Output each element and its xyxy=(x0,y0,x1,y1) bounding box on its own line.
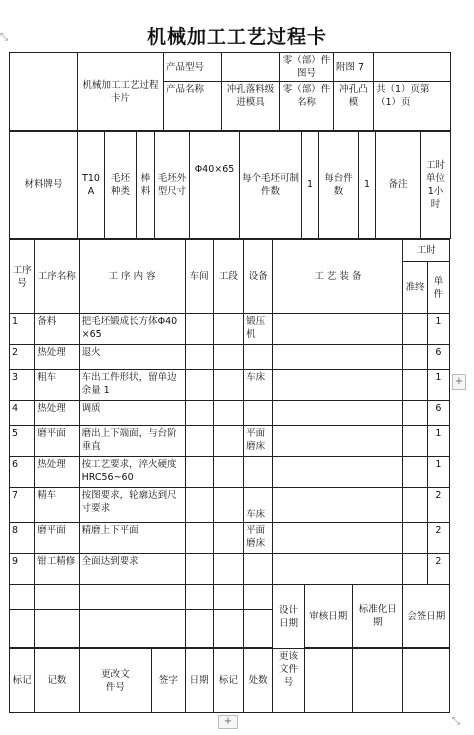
row-prep xyxy=(403,457,427,488)
row-section xyxy=(213,314,243,345)
row-equipment: 锻压机 xyxy=(244,314,273,345)
row-section xyxy=(213,345,243,370)
row-tooling xyxy=(273,426,403,457)
footer-mark: 标记 xyxy=(10,649,35,713)
table-row xyxy=(10,457,450,488)
part-name-value: 冲孔凸模 xyxy=(334,82,374,132)
table-row xyxy=(10,523,450,554)
row-equipment xyxy=(244,457,273,488)
process-table xyxy=(9,239,450,713)
col-content: 工 序 内 容 xyxy=(79,240,185,314)
col-equipment: 设备 xyxy=(244,240,273,314)
col-unit: 单件 xyxy=(427,262,449,314)
row-name: 热处理 xyxy=(35,457,79,488)
col-prep: 准终 xyxy=(403,262,427,314)
row-workshop xyxy=(185,401,213,426)
table-row xyxy=(10,401,450,426)
row-prep xyxy=(403,554,427,585)
row-content: 退火 xyxy=(79,345,185,370)
footer-blank xyxy=(403,649,450,713)
row-unit: 1 xyxy=(427,426,449,457)
footer-count2: 处数 xyxy=(244,649,273,713)
sign-blank xyxy=(79,585,185,610)
product-model-value xyxy=(222,53,280,82)
row-prep xyxy=(403,314,427,345)
footer-signature: 签字 xyxy=(152,649,185,713)
table-row xyxy=(10,370,450,401)
add-right-button[interactable]: + xyxy=(452,374,466,390)
row-section xyxy=(213,554,243,585)
footer-row xyxy=(10,649,450,713)
row-section xyxy=(213,488,243,523)
blank-size-value: Φ40×65 xyxy=(190,131,240,239)
add-bottom-button[interactable]: + xyxy=(218,715,238,729)
footer-blank xyxy=(304,649,352,713)
row-content: 按图要求，轮廓达到尺寸要求 xyxy=(79,488,185,523)
row-workshop xyxy=(185,426,213,457)
attached-label: 附图 7 xyxy=(334,53,374,82)
footer-mark2: 标记 xyxy=(213,649,243,713)
footer-date: 日期 xyxy=(185,649,213,713)
row-content: 把毛坯锻成长方体Φ40×65 xyxy=(79,314,185,345)
row-content: 精磨上下平面 xyxy=(79,523,185,554)
row-unit: 6 xyxy=(427,401,449,426)
sign-blank xyxy=(35,585,79,610)
row-content: 按工艺要求，淬火硬度 HRC56~60 xyxy=(79,457,185,488)
row-unit: 2 xyxy=(427,523,449,554)
row-tooling xyxy=(273,488,403,523)
row-prep xyxy=(403,345,427,370)
row-workshop xyxy=(185,523,213,554)
sign-blank xyxy=(185,585,213,610)
col-hours: 工时 xyxy=(403,240,450,262)
row-equipment: 平面磨床 xyxy=(244,426,273,457)
row-seq: 5 xyxy=(10,426,35,457)
row-unit: 2 xyxy=(427,554,449,585)
review-date: 审核日期 xyxy=(304,585,352,648)
time-unit-label: 工时单位1小时 xyxy=(421,131,451,239)
sign-blank xyxy=(79,610,185,648)
per-blank-label: 每个毛坯可制件数 xyxy=(240,131,302,239)
row-section xyxy=(213,457,243,488)
row-equipment xyxy=(244,554,273,585)
row-name: 精车 xyxy=(35,488,79,523)
sign-blank xyxy=(10,610,35,648)
per-unit-label: 每台件数 xyxy=(319,131,359,239)
row-section xyxy=(213,401,243,426)
blank-type-label: 毛坯种类 xyxy=(105,131,137,239)
row-workshop xyxy=(185,554,213,585)
header-blank-cell xyxy=(10,53,78,132)
row-section xyxy=(213,426,243,457)
footer-change-doc2: 更该文件号 xyxy=(273,649,304,713)
row-content: 磨出上下端面，与台阶垂直 xyxy=(79,426,185,457)
design-date: 设计日期 xyxy=(273,585,304,649)
row-content: 全面达到要求 xyxy=(79,554,185,585)
row-tooling xyxy=(273,523,403,554)
header-table xyxy=(9,52,451,132)
row-unit: 1 xyxy=(427,314,449,345)
sign-blank xyxy=(213,585,243,610)
row-section xyxy=(213,370,243,401)
row-tooling xyxy=(273,345,403,370)
table-row xyxy=(10,554,450,585)
row-equipment xyxy=(244,401,273,426)
row-seq: 1 xyxy=(10,314,35,345)
row-prep xyxy=(403,426,427,457)
footer-blank xyxy=(353,649,403,713)
row-unit: 2 xyxy=(427,488,449,523)
sign-blank xyxy=(244,610,273,648)
sign-blank xyxy=(185,610,213,648)
row-workshop xyxy=(185,370,213,401)
product-model-label: 产品型号 xyxy=(164,53,222,82)
row-tooling xyxy=(273,401,403,426)
row-name: 热处理 xyxy=(35,401,79,426)
material-table xyxy=(9,130,451,239)
row-workshop xyxy=(185,314,213,345)
row-name: 粗车 xyxy=(35,370,79,401)
col-tooling: 工 艺 装 备 xyxy=(273,240,403,314)
footer-change-doc: 更改文件号 xyxy=(79,649,152,713)
row-unit: 6 xyxy=(427,345,449,370)
card-name: 机械加工工艺过程卡片 xyxy=(78,53,164,132)
row-name: 钳工精修 xyxy=(35,554,79,585)
row-workshop xyxy=(185,457,213,488)
sign-blank xyxy=(244,585,273,610)
remark-label: 备注 xyxy=(376,131,421,239)
blank-size-label: 毛坯外型尺寸 xyxy=(155,131,190,239)
row-seq: 2 xyxy=(10,345,35,370)
row-tooling xyxy=(273,314,403,345)
attached-value xyxy=(374,53,451,82)
blank-type-value: 棒料 xyxy=(137,131,155,239)
pages-label: 共（1）页第（1）页 xyxy=(374,82,451,132)
row-unit: 1 xyxy=(427,370,449,401)
col-section: 工段 xyxy=(213,240,243,314)
table-row xyxy=(10,426,450,457)
row-content: 调质 xyxy=(79,401,185,426)
row-equipment: 车床 xyxy=(244,488,273,523)
material-no-value: T10A xyxy=(78,131,105,239)
row-prep xyxy=(403,523,427,554)
sign-blank xyxy=(10,585,35,610)
table-row xyxy=(10,488,450,523)
table-row xyxy=(10,314,450,345)
per-unit-value: 1 xyxy=(359,131,376,239)
row-name: 磨平面 xyxy=(35,523,79,554)
part-drawing-label: 零（部）件图号 xyxy=(280,53,334,82)
row-seq: 8 xyxy=(10,523,35,554)
row-seq: 9 xyxy=(10,554,35,585)
part-name-label: 零（部）件名称 xyxy=(280,82,334,132)
product-name-label: 产品名称 xyxy=(164,82,222,132)
row-seq: 4 xyxy=(10,401,35,426)
row-tooling xyxy=(273,370,403,401)
row-prep xyxy=(403,401,427,426)
col-name: 工序名称 xyxy=(35,240,79,314)
sign-row xyxy=(10,585,450,610)
per-blank-value: 1 xyxy=(302,131,319,239)
row-seq: 3 xyxy=(10,370,35,401)
row-name: 备料 xyxy=(35,314,79,345)
countersign-date: 会签日期 xyxy=(403,585,450,648)
row-prep xyxy=(403,370,427,401)
resize-handle-icon[interactable]: ⤡ xyxy=(0,32,8,43)
row-section xyxy=(213,523,243,554)
standard-date: 标准化日期 xyxy=(353,585,403,648)
row-equipment xyxy=(244,345,273,370)
col-workshop: 车间 xyxy=(185,240,213,314)
product-name-value: 冲孔落料级进模具 xyxy=(222,82,280,132)
row-prep xyxy=(403,488,427,523)
table-row xyxy=(10,345,450,370)
sign-blank xyxy=(213,610,243,648)
row-equipment: 车床 xyxy=(244,370,273,401)
row-unit: 1 xyxy=(427,457,449,488)
row-workshop xyxy=(185,345,213,370)
footer-count: 记数 xyxy=(35,649,79,713)
page-title: 机械加工工艺过程卡 xyxy=(146,26,327,48)
row-equipment: 平面磨床 xyxy=(244,523,273,554)
corner-handle-icon[interactable]: ⤡ xyxy=(452,716,460,727)
row-seq: 6 xyxy=(10,457,35,488)
material-no-label: 材料牌号 xyxy=(10,131,78,239)
row-tooling xyxy=(273,457,403,488)
row-tooling xyxy=(273,554,403,585)
row-seq: 7 xyxy=(10,488,35,523)
sign-blank xyxy=(35,610,79,648)
row-workshop xyxy=(185,488,213,523)
col-seq: 工序号 xyxy=(10,240,35,314)
row-content: 车出工件形状，留单边余量 1 xyxy=(79,370,185,401)
row-name: 磨平面 xyxy=(35,426,79,457)
row-name: 热处理 xyxy=(35,345,79,370)
